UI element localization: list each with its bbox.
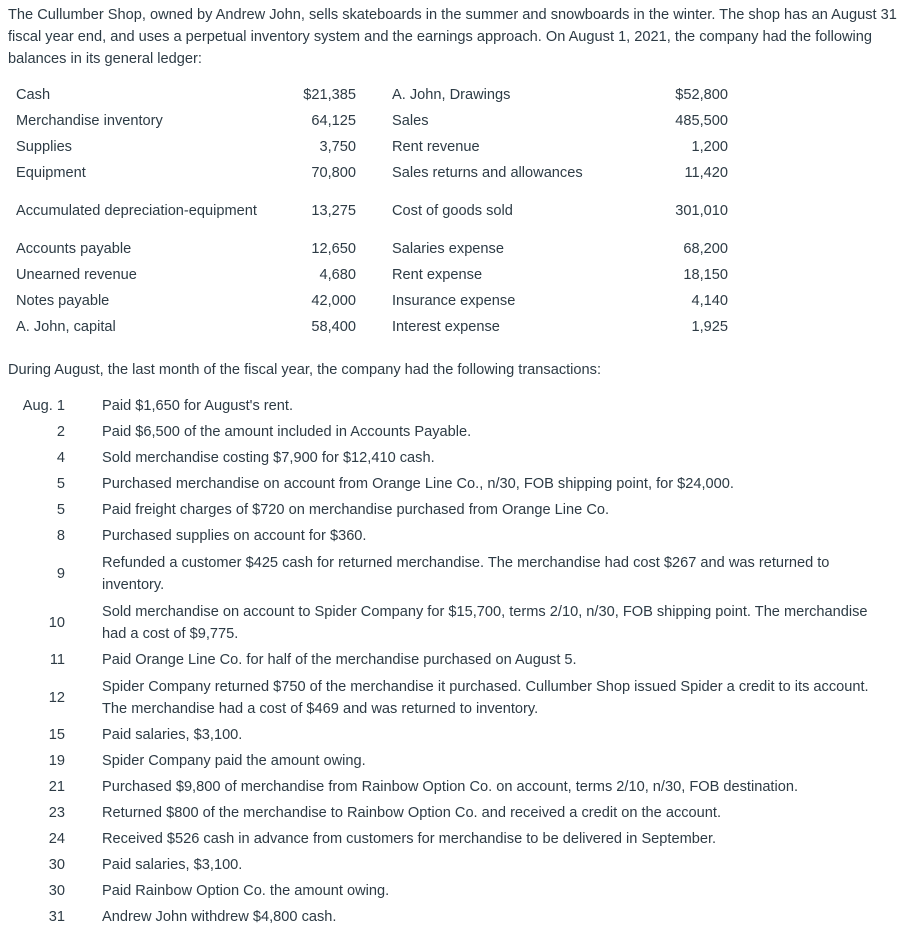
table-row	[8, 314, 728, 340]
account-amount: 301,010	[675, 203, 728, 219]
transaction-date: 11	[49, 652, 65, 668]
account-name: Notes payable	[16, 293, 110, 309]
transaction-date: 4	[56, 450, 65, 466]
transaction-description: Sold merchandise on account to Spider Company for $15,700, terms 2/10, n/30, FOB shipping point. The merchandise had a cost of $9,775.	[102, 603, 868, 642]
account-name: Accumulated depreciation-equipment	[16, 203, 257, 219]
account-amount: 58,400	[311, 319, 356, 335]
transaction-description: Received $526 cash in advance from customers for merchandise to be delivered in September.	[102, 831, 717, 847]
transaction-description: Sold merchandise costing $7,900 for $12,410 cash.	[102, 450, 435, 466]
table-row	[8, 904, 893, 930]
table-row	[8, 160, 728, 186]
account-name: Equipment	[16, 165, 86, 181]
transaction-description: Refunded a customer $425 cash for returned merchandise. The merchandise had cost $267 and was returned to inventory.	[102, 554, 830, 593]
transaction-description: Purchased merchandise on account from Orange Line Co., n/30, FOB shipping point, for $24,000.	[102, 476, 734, 492]
account-amount: 1,925	[691, 319, 728, 335]
account-name: A. John, capital	[16, 319, 116, 335]
table-row	[8, 236, 728, 262]
table-row	[8, 82, 728, 108]
table-row	[8, 393, 893, 419]
account-amount: 4,140	[691, 293, 728, 309]
transaction-date: 23	[48, 805, 65, 821]
transactions-table	[8, 393, 893, 930]
transaction-description: Paid Rainbow Option Co. the amount owing.	[102, 883, 390, 899]
transaction-description: Spider Company paid the amount owing.	[102, 753, 366, 769]
transaction-date: Aug. 1	[22, 398, 65, 414]
transaction-description: Paid freight charges of $720 on merchandise purchased from Orange Line Co.	[102, 502, 610, 518]
account-name: Cash	[16, 87, 51, 103]
table-row	[8, 722, 893, 748]
table-row	[8, 523, 893, 549]
account-amount: 13,275	[311, 203, 356, 219]
transaction-description: Returned $800 of the merchandise to Rainbow Option Co. and received a credit on the account.	[102, 805, 721, 821]
table-row	[8, 598, 893, 647]
transaction-description: Paid salaries, $3,100.	[102, 857, 243, 873]
account-amount: 12,650	[311, 241, 356, 257]
account-amount: $52,800	[675, 87, 728, 103]
transaction-date: 30	[48, 857, 65, 873]
transaction-description: Paid $1,650 for August's rent.	[102, 398, 294, 414]
transaction-description: Paid Orange Line Co. for half of the merchandise purchased on August 5.	[102, 652, 577, 668]
ledger-balances-table	[8, 82, 728, 340]
account-name: Rent revenue	[392, 139, 480, 155]
account-amount: 11,420	[684, 165, 728, 181]
transaction-date: 12	[48, 689, 65, 706]
table-row	[8, 826, 893, 852]
transaction-date: 10	[48, 614, 65, 631]
account-name: A. John, Drawings	[392, 87, 511, 103]
table-row	[8, 673, 893, 722]
transaction-date: 5	[56, 502, 65, 518]
table-row	[8, 878, 893, 904]
table-row	[8, 186, 728, 236]
table-row	[8, 549, 893, 598]
transaction-description: Paid salaries, $3,100.	[102, 727, 243, 743]
account-amount: 485,500	[675, 113, 728, 129]
transaction-date: 8	[56, 528, 65, 544]
table-row	[8, 748, 893, 774]
transaction-date: 19	[48, 753, 65, 769]
table-row	[8, 445, 893, 471]
account-amount: 18,150	[683, 267, 728, 283]
transaction-date: 24	[48, 831, 65, 847]
transaction-date: 9	[56, 565, 65, 582]
table-row	[8, 108, 728, 134]
table-row	[8, 471, 893, 497]
account-amount: 64,125	[311, 113, 356, 129]
account-name: Accounts payable	[16, 241, 132, 257]
transaction-description: Andrew John withdrew $4,800 cash.	[102, 909, 337, 925]
intro-paragraph: The Cullumber Shop, owned by Andrew John, sells skateboards in the summer and snowboards in the winter. The shop has an August 31 fiscal year end, and uses a perpetual inventory system and the earnings approach. On August 1, 2021, the company had the following balances in its general ledger:	[8, 7, 897, 67]
table-row	[8, 647, 893, 673]
account-amount: 3,750	[319, 139, 356, 155]
account-name: Sales	[392, 113, 429, 129]
account-amount: 1,200	[691, 139, 728, 155]
transaction-description: Purchased $9,800 of merchandise from Rainbow Option Co. on account, terms 2/10, n/30, FOB destination.	[102, 779, 799, 795]
table-row	[8, 288, 728, 314]
account-amount: 70,800	[311, 165, 356, 181]
account-name: Unearned revenue	[16, 267, 137, 283]
transaction-date: 21	[48, 779, 65, 795]
transaction-date: 31	[48, 909, 65, 925]
transaction-description: Paid $6,500 of the amount included in Accounts Payable.	[102, 424, 472, 440]
transaction-date: 15	[48, 727, 65, 743]
table-row	[8, 800, 893, 826]
table-row	[8, 852, 893, 878]
account-amount: $21,385	[303, 87, 356, 103]
transaction-date: 30	[48, 883, 65, 899]
table-row	[8, 774, 893, 800]
table-row	[8, 419, 893, 445]
table-row	[8, 497, 893, 523]
account-name: Supplies	[16, 139, 72, 155]
transaction-date: 2	[56, 424, 65, 440]
transaction-description: Purchased supplies on account for $360.	[102, 528, 367, 544]
account-name: Insurance expense	[392, 293, 516, 309]
transaction-date: 5	[56, 476, 65, 492]
table-row	[8, 262, 728, 288]
transaction-description: Spider Company returned $750 of the merchandise it purchased. Cullumber Shop issued Spider a credit to its account. The merchandise had a cost of $469 and was returned to inventory.	[102, 678, 869, 717]
account-name: Merchandise inventory	[16, 113, 163, 129]
account-amount: 68,200	[683, 241, 728, 257]
account-name: Sales returns and allowances	[392, 165, 583, 181]
account-amount: 4,680	[319, 267, 356, 283]
account-amount: 42,000	[311, 293, 356, 309]
transactions-intro: During August, the last month of the fiscal year, the company had the following transactions:	[8, 362, 602, 378]
account-name: Rent expense	[392, 267, 483, 283]
account-name: Interest expense	[392, 319, 500, 335]
account-name: Salaries expense	[392, 241, 504, 257]
table-row	[8, 134, 728, 160]
account-name: Cost of goods sold	[392, 203, 513, 219]
